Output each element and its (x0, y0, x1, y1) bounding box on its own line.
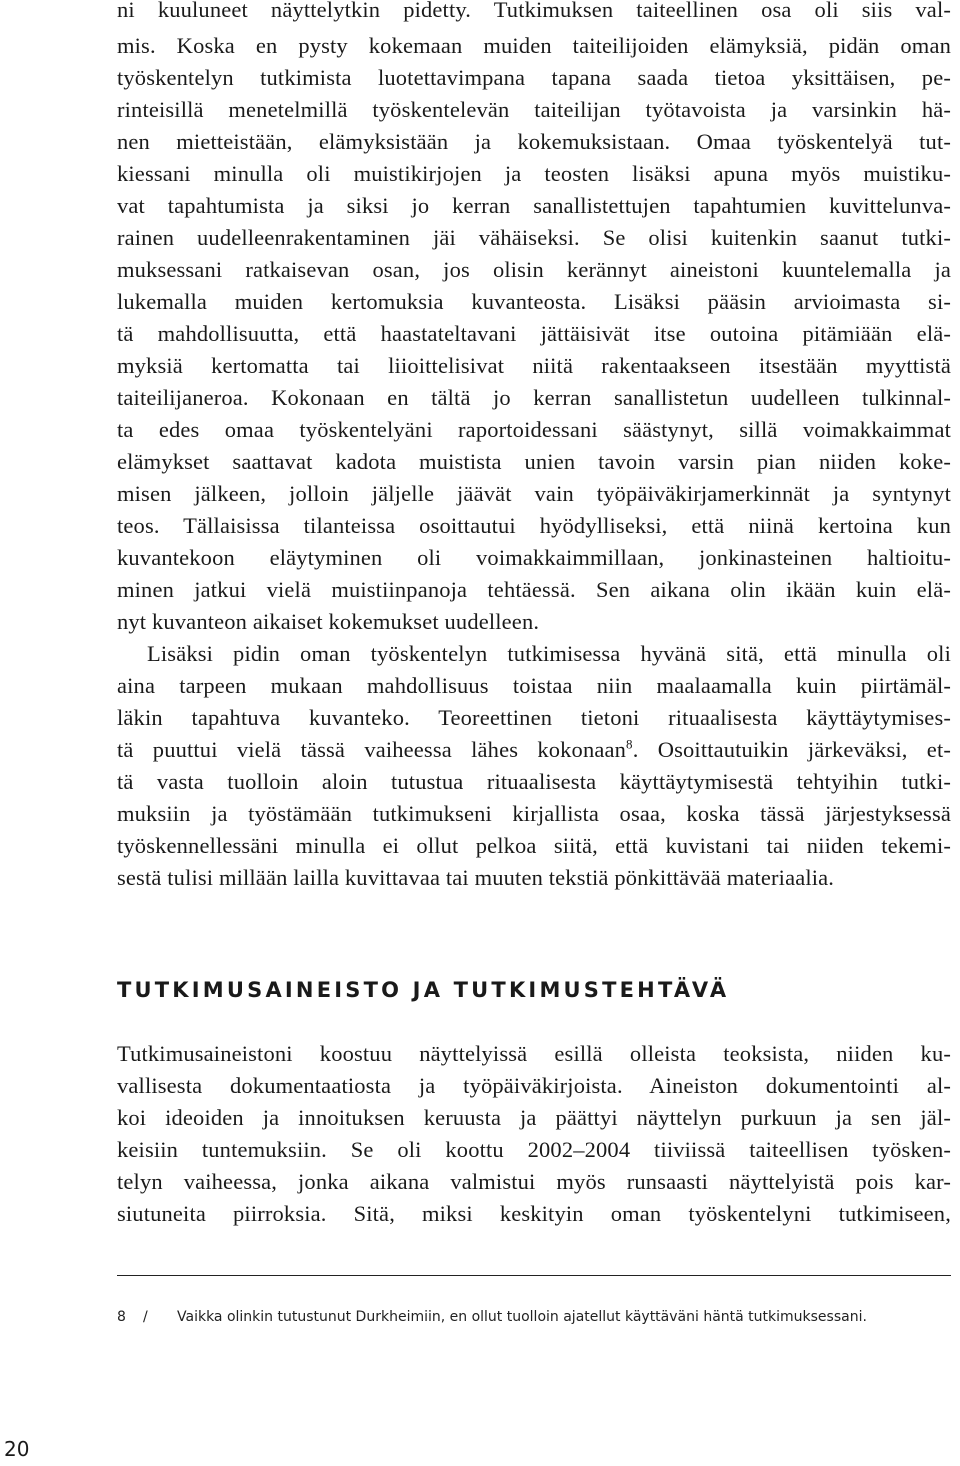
text-line: vallisesta dokumentaatiosta ja työpäiväkirjoista. Aineiston dokumentointi al- (117, 1073, 951, 1098)
page-number: 20 (4, 1437, 30, 1461)
text-segment: . Osoittautuikin järkeväksi, et- (632, 737, 951, 762)
text-line: aina tarpeen mukaan mahdollisuus toistaa niin maalaamalla kuin piirtämäl- (117, 673, 951, 698)
text-line: Tutkimusaineistoni koostuu näyttelyissä esillä olleista teoksista, niiden ku- (117, 1041, 951, 1066)
section-heading: TUTKIMUSAINEISTO JA TUTKIMUSTEHTÄVÄ (117, 978, 730, 1002)
footnote-divider (117, 1275, 951, 1276)
footnote (117, 1306, 867, 1328)
text-line: tä vasta tuolloin aloin tutustua rituaalisesta käyttäytymisestä tehtyihin tutki- (117, 769, 951, 794)
text-line: rainen uudelleenrakentaminen jäi vähäiseksi. Se olisi kuitenkin saanut tutki- (117, 225, 951, 250)
text-line: koi ideoiden ja innoituksen keruusta ja päättyi näyttelyn purkuun ja sen jäl- (117, 1105, 951, 1130)
text-line: nen mietteistään, elämyksistään ja kokemuksistaan. Omaa työskentelyä tut- (117, 129, 951, 154)
text-line (117, 734, 951, 766)
text-line: taiteilijaneroa. Kokonaan en tältä jo kerran sanallistetun uudelleen tulkinnal- (117, 385, 951, 410)
text-line: lukemalla muiden kertomuksia kuvanteosta. Lisäksi pääsin arvioimasta si- (117, 289, 951, 314)
text-line: nyt kuvanteon aikaiset kokemukset uudelleen. (117, 609, 540, 634)
text-line: myksiä kertomatta tai liioittelisivat niitä rakentaakseen itsestään myyttistä (117, 353, 951, 378)
text-line: misen jälkeen, jolloin jäljelle jäävät vain työpäiväkirjamerkinnät ja syntynyt (117, 481, 951, 506)
text-line: sestä tulisi millään lailla kuvittavaa tai muuten tekstiä pönkittävää materiaalia. (117, 865, 835, 890)
text-line: kuvantekoon eläytyminen oli voimakkaimmillaan, jonkinasteinen haltioitu- (117, 545, 951, 570)
text-line: läkin tapahtuva kuvanteko. Teoreettinen tietoni rituaalisesta käyttäytymises- (117, 705, 951, 730)
text-line: siutuneita piirroksia. Sitä, miksi keskityin oman työskentelyni tutkimiseen, (117, 1201, 951, 1226)
text-line: vat tapahtumista ja siksi jo kerran sanallistettujen tapahtumien kuvittelunva- (117, 193, 951, 218)
text-line: mis. Koska en pysty kokemaan muiden taiteilijoiden elämyksiä, pidän oman (117, 33, 951, 58)
text-line: Lisäksi pidin oman työskentelyn tutkimisessa hyvänä sitä, että minulla oli (147, 641, 951, 666)
text-line: rinteisillä menetelmillä työskentelevän taiteilijan työtavoista ja varsinkin hä- (117, 97, 951, 122)
text-line: minen jatkui vielä muistiinpanoja tehtäessä. Sen aikana olin ikään kuin elä- (117, 577, 951, 602)
text-line: muksiin ja työstämään tutkimukseni kirjallista osaa, koska tässä järjestyksessä (117, 801, 951, 826)
text-line: keisiin tuntemuksiin. Se oli koottu 2002–2004 tiiviissä taiteellisen työsken- (117, 1137, 951, 1162)
text-line: työskennellessäni minulla ei ollut pelkoa siitä, että kuvistani tai niiden tekemi- (117, 833, 951, 858)
text-line: kiessani minulla oli muistikirjojen ja teosten lisäksi apuna myös muistiku- (117, 161, 951, 186)
footnote-reference[interactable]: 8 (626, 736, 633, 752)
footnote-number: 8 (117, 1309, 126, 1325)
text-line: muksessani ratkaisevan osan, jos olisin kerännyt aineistoni kuuntelemalla ja (117, 257, 951, 282)
text-line: työskentelyn tutkimista luotettavimpana tapana saada tietoa yksittäisen, pe- (117, 65, 951, 90)
text-line: elämykset saattavat kadota muistista unien tavoin varsin pian niiden koke- (117, 449, 951, 474)
text-line: ni kuuluneet näyttelytkin pidetty. Tutkimuksen taiteellinen osa oli siis val- (117, 0, 951, 22)
text-line: ta edes omaa työskentelyäni raportoidessani säästynyt, sillä voimakkaimmat (117, 417, 951, 442)
footnote-separator: / (143, 1309, 148, 1325)
text-line: teos. Tällaisissa tilanteissa osoittautui hyödylliseksi, että niinä kertoina kun (117, 513, 951, 538)
text-segment: tä puuttui vielä tässä vaiheessa lähes kokonaan (117, 737, 627, 762)
text-line: tä mahdollisuutta, että haastateltavani jättäisivät itse outoina pitämiään elä- (117, 321, 951, 346)
footnote-text: Vaikka olinkin tutustunut Durkheimiin, en ollut tuolloin ajatellut käyttäväni häntä tutkimuksessani. (177, 1309, 867, 1325)
text-line: telyn vaiheessa, jonka aikana valmistui myös runsaasti näyttelyistä pois kar- (117, 1169, 951, 1194)
